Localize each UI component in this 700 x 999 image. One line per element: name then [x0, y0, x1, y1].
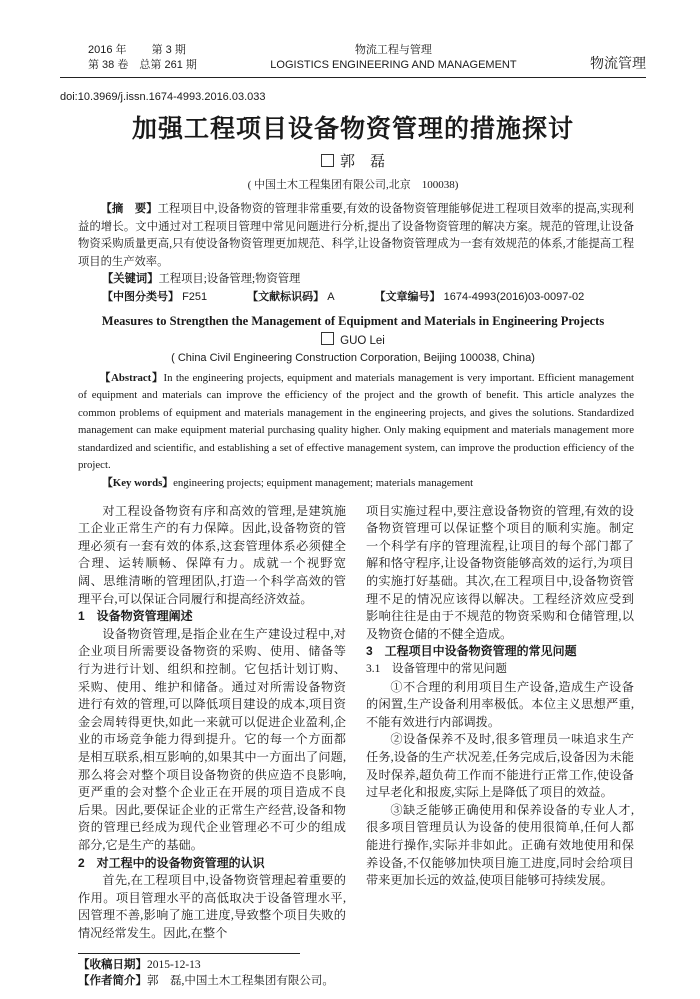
issue: 第 3 期 — [151, 44, 186, 56]
author-box-icon — [321, 154, 334, 167]
journal-name-en: LOGISTICS ENGINEERING AND MANAGEMENT — [270, 59, 517, 71]
body-paragraph: ②设备保养不及时,很多管理员一味追求生产任务,设备的生产状况差,任务完成后,设备因为未能及时保养,超负荷工作而不能进行正常工作,使设备过早老化和报废,实际上是降低了项目的效益。 — [366, 732, 634, 800]
doc-code: A — [327, 290, 335, 303]
year: 2016 年 — [88, 44, 127, 56]
doc-code-label: 【文献标识码】 — [247, 290, 325, 303]
body-paragraph: 设备物资管理,是指企业在生产建设过程中,对企业项目所需要设备物资的采购、使用、储备等行为进行计划、组织和控制。它包括计划订购、采购、使用、维护和储备。通过对所需设备物资进行有效的管理,可以降低项目建设的成本,项目资金会周转得更快,如此一来就可以促进企业盈利,企业的市场竞争能力得到提升。它的每一个方面都是相互联系,相互影响的,如果其中一方面出了问题,那么将会对整个项目设备物资的供应造不良影响,更严重的会对整个企业正在开展的项目造成不良后果。因此,要保证企业的正常生产经营,设备和物资的管理已经成为现代企业管理必不可少的组成部分,它是生产的基础。 — [78, 626, 346, 852]
section-heading-3: 3 工程项目中设备物资管理的常见问题 — [366, 644, 577, 659]
author-bio — [78, 973, 646, 989]
author-en-box-icon — [321, 332, 334, 345]
body-right-column — [366, 503, 634, 943]
author-en — [60, 332, 646, 349]
total-issue: 总第 261 期 — [139, 59, 197, 71]
section-heading-1: 1 设备物资管理阐述 — [78, 609, 193, 624]
keywords-en-text: engineering projects; equipment management; materials management — [173, 477, 474, 490]
clc-label: 【中图分类号】 — [102, 290, 179, 303]
doi: doi:10.3969/j.issn.1674-4993.2016.03.033 — [60, 91, 266, 103]
received-date — [78, 957, 646, 973]
volume: 第 38 卷 — [88, 59, 129, 71]
author-cn-name: 郭 磊 — [339, 154, 385, 170]
author-cn — [60, 152, 646, 172]
abstract-en — [78, 370, 634, 476]
keywords-cn-label: 【关键词】 — [102, 273, 159, 285]
journal-name-cn: 物流工程与管理 — [354, 44, 432, 56]
subsection-heading-3-1: 3.1 设备管理中的常见问题 — [366, 663, 507, 675]
affiliation-en: ( China Civil Engineering Construction Corporation, Beijing 100038, China) — [171, 351, 535, 364]
abstract-cn-label: 【摘 要】 — [100, 203, 158, 215]
affiliation-cn: ( 中国土木工程集团有限公司,北京 100038) — [247, 179, 459, 191]
classification — [78, 289, 634, 305]
keywords-cn-text: 工程项目;设备管理;物资管理 — [158, 273, 301, 285]
title-en: Measures to Strengthen the Management of Equipment and Materials in Engineering Projects — [101, 313, 605, 328]
received-value: 2015-12-13 — [147, 958, 201, 971]
article-no: 1674-4993(2016)03-0097-02 — [443, 290, 585, 303]
clc: F251 — [182, 290, 208, 303]
abstract-cn-text: 工程项目中,设备物资的管理非常重要,有效的设备物资管理能够促进工程项目效率的提高,实现利益的增长。文中通过对工程项目管理中常见问题进行分析,提出了设备物资管理的解决方案。规范的管理,让设备物资采购质量更高,只有使设备物资管理更加规范、科学,让设备物资管理成为一套有效规范的体系,才能提高工程项目的生产效率。 — [78, 203, 634, 268]
received-label: 【收稿日期】 — [78, 958, 147, 971]
footnote-rule — [78, 953, 300, 954]
keywords-en-label: 【Key words】 — [102, 477, 174, 490]
body-left-column — [78, 503, 346, 943]
journal-name — [270, 43, 516, 73]
abstract-cn — [78, 201, 634, 271]
author-bio-label: 【作者简介】 — [78, 974, 147, 987]
footnote — [60, 957, 646, 989]
body-paragraph: 首先,在工程项目中,设备物资管理起着重要的作用。项目管理水平的高低取决于设备管理水平,因管理不善,影响了施工进度,导致整个项目失败的情况经常发生。因此,在整个 — [78, 873, 346, 940]
abstract-en-text: In the engineering projects, equipment and materials management is very important. Efficient management of equipment and materials can improve the efficiency of the project and the growth of benefit. This article analyzes the common problems of equipment and materials management in the engineering projects, and gives the solutions. Standardized management can make equipment material purchasing quality higher. Only making equipment and materials management more standardized and scientific, and establishing a set of effective management system, can improve the production efficiency of the project. — [78, 371, 634, 472]
page-title: 加强工程项目设备物资管理的措施探讨 — [131, 116, 574, 143]
body-columns — [60, 503, 646, 943]
body-paragraph: 对工程设备物资有序和高效的管理,是建筑施工企业正常生产的有力保障。因此,设备物资的管理必须有一套有效的体系,这套管理体系必须健全合理、运转顺畅、保障有力。成就一个视野宽阔、思维清晰的管理团队,打造一个科学高效的管理平台,可以保证合同履行和提高经济效益。 — [78, 503, 346, 606]
body-paragraph: ③缺乏能够正确使用和保养设备的专业人才,很多项目管理员认为设备的使用很简单,任何人都能进行操作,实际并非如此。正确有效地使用和保养设备,不仅能够加快项目施工进度,同时会给项目带来更加长远的效益,使项目能够可持续发展。 — [366, 802, 634, 888]
running-header — [60, 43, 646, 78]
section-heading-2: 2 对工程中的设备物资管理的认识 — [78, 855, 265, 870]
keywords-en — [78, 475, 634, 493]
article-no-label: 【文章编号】 — [374, 290, 441, 303]
journal-year-issue — [60, 43, 197, 73]
abstract-en-label: 【Abstract】 — [99, 371, 164, 384]
section-label: 物流管理 — [590, 55, 646, 71]
author-en-name: GUO Lei — [340, 334, 385, 347]
keywords-cn — [78, 271, 634, 289]
author-bio-value: 郭 磊,中国土木工程集团有限公司。 — [147, 974, 334, 987]
body-paragraph: 项目实施过程中,要注意设备物资的管理,有效的设备物资管理可以保证整个项目的顺利实施。制定一个科学有序的管理流程,让项目的每个部门都了解和恪守程序,让设备物资能够高效的运行,为项目的实施打好基础。其次,在工程项目中,设备物资管理不足的情况应该得以解决。工程经济效应受到影响往往是由于不规范的物资采购和仓储管理,以及物资仓储的不健全造成。 — [366, 503, 634, 641]
body-paragraph: ①不合理的利用项目生产设备,造成生产设备的闲置,生产设备利用率极低。本位主义思想严重,不能有效进行内部调拨。 — [366, 679, 634, 729]
